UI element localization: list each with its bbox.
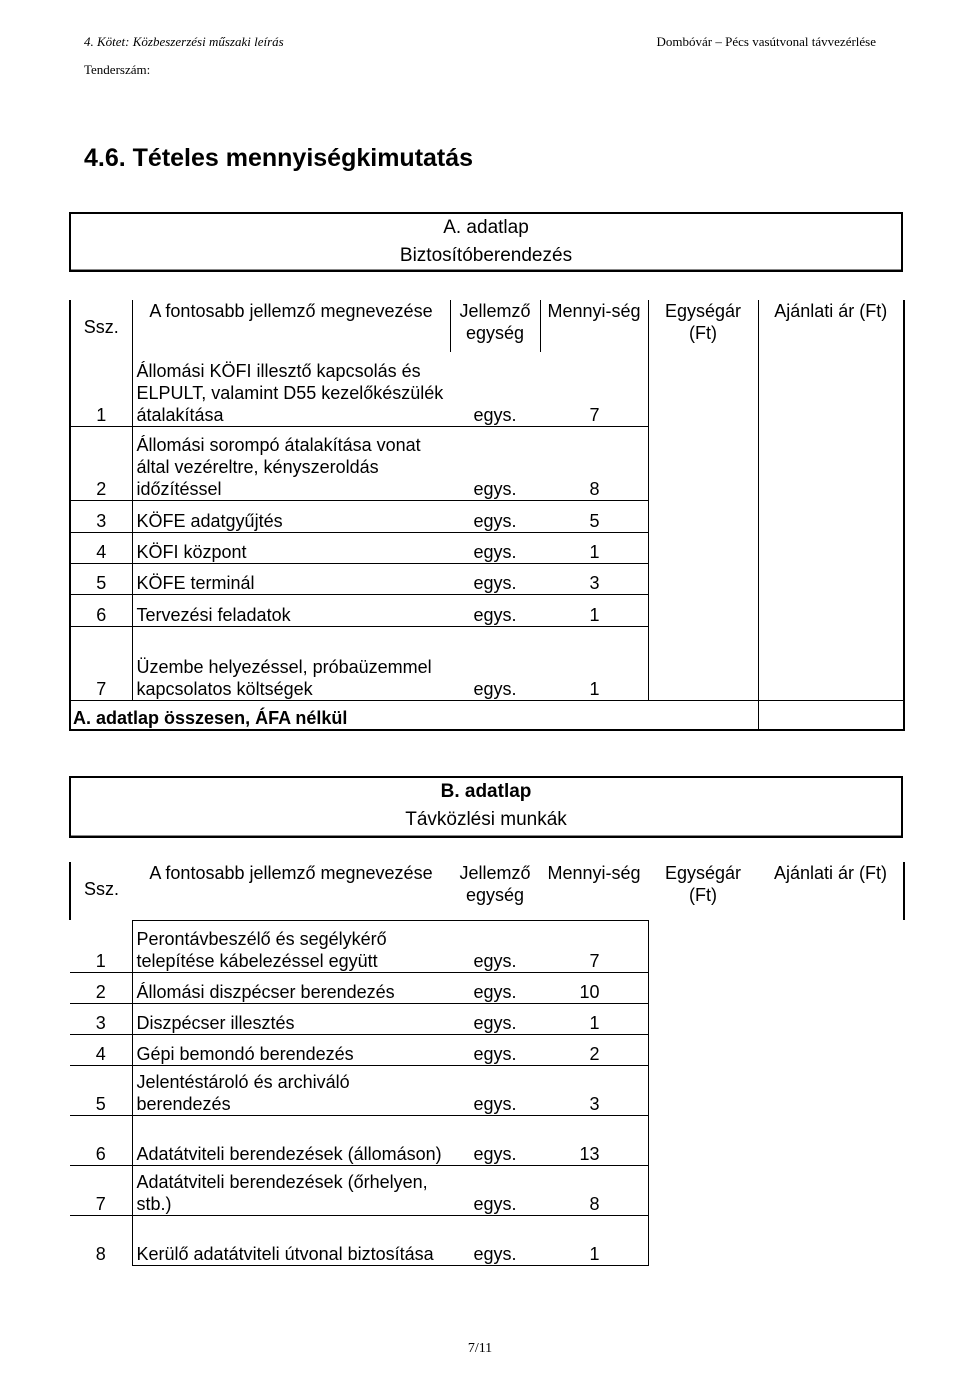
- row-offer-price: [758, 500, 904, 532]
- row-unit-price: [648, 1065, 758, 1115]
- table-row: [70, 626, 904, 700]
- row-desc: Állomási diszpécser berendezés: [132, 972, 450, 1003]
- col-header-qty: Mennyi-ség: [540, 300, 648, 352]
- row-unit-price: [648, 626, 758, 700]
- row-desc: Üzembe helyezéssel, próbaüzemmel kapcsolatos költségek: [132, 626, 450, 700]
- row-unit-price: [648, 426, 758, 500]
- row-desc: KÖFI központ: [132, 532, 450, 563]
- row-unit: egys.: [450, 1034, 540, 1065]
- row-offer-price: [758, 594, 904, 626]
- row-unit: egys.: [450, 1003, 540, 1034]
- row-desc: Perontávbeszélő és segélykérő telepítése kábelezéssel együtt: [132, 920, 450, 972]
- table-total-row: [70, 700, 904, 730]
- table-row: [70, 1034, 904, 1065]
- col-header-qty: Mennyi-ség: [547, 863, 641, 883]
- row-num: 7: [70, 1165, 132, 1215]
- row-desc: Állomási sorompó átalakítása vonat által vezéreltre, kényszeroldás időzítéssel: [132, 426, 450, 500]
- row-unit-price: [648, 1003, 758, 1034]
- row-offer-price: [758, 532, 904, 563]
- table-a: [69, 212, 903, 734]
- row-desc: Állomási KÖFI illesztő kapcsolás és ELPULT, valamint D55 kezelőkészülék átalakítása: [132, 352, 450, 426]
- row-unit: egys.: [450, 1215, 540, 1265]
- row-offer-price: [758, 972, 904, 1003]
- table-a-grid: [69, 300, 905, 731]
- page-number: 7/11: [467, 1341, 493, 1356]
- row-num: 5: [70, 1065, 132, 1115]
- row-offer-price: [758, 1215, 904, 1265]
- table-row: [70, 426, 904, 500]
- row-unit: egys.: [473, 404, 517, 425]
- row-unit: egys.: [450, 1115, 540, 1165]
- table-row: [70, 920, 904, 972]
- row-qty: 1: [540, 1215, 648, 1265]
- col-header-unit: Jellemző egység: [459, 863, 531, 905]
- table-a-title-line1: A. adatlap: [443, 217, 529, 238]
- row-offer-price: [758, 626, 904, 700]
- table-b-title: [69, 776, 903, 838]
- row-offer-price: [758, 920, 904, 972]
- table-row: [70, 1115, 904, 1165]
- row-unit: egys.: [450, 563, 540, 594]
- row-offer-price: [758, 1165, 904, 1215]
- table-row: [70, 1065, 904, 1115]
- col-header-unit-price: Egységár (Ft): [648, 300, 758, 352]
- total-offer-price: [758, 700, 904, 730]
- row-unit: egys.: [450, 1165, 540, 1215]
- row-desc: Tervezési feladatok: [132, 594, 450, 626]
- row-offer-price: [758, 426, 904, 500]
- row-unit: egys.: [450, 500, 540, 532]
- row-num: 6: [70, 594, 132, 626]
- row-unit-price: [648, 563, 758, 594]
- row-qty: 8: [540, 426, 648, 500]
- row-qty: 1: [540, 626, 648, 700]
- total-unit-price: [648, 700, 758, 730]
- row-num: 3: [70, 1003, 132, 1034]
- header-document-title: 4. Kötet: Közbeszerzési műszaki leírás: [84, 34, 284, 49]
- row-num: 5: [70, 563, 132, 594]
- row-unit-price: [648, 920, 758, 972]
- col-header-unit-price: Egységár (Ft): [664, 863, 742, 905]
- row-qty: 7: [540, 920, 648, 972]
- row-num: 1: [70, 352, 132, 426]
- row-num: 1: [95, 950, 106, 971]
- row-desc: Adatátviteli berendezések (állomáson): [132, 1115, 450, 1165]
- row-unit-price: [648, 972, 758, 1003]
- row-qty: 1: [540, 1003, 648, 1034]
- table-b-title-line2: Távközlési munkák: [405, 809, 567, 830]
- row-unit-price: [648, 1215, 758, 1265]
- table-row: [70, 532, 904, 563]
- row-desc: Gépi bemondó berendezés: [132, 1034, 450, 1065]
- row-unit: egys.: [450, 626, 540, 700]
- row-desc: Diszpécser illesztés: [132, 1003, 450, 1034]
- row-unit-price: [648, 1115, 758, 1165]
- row-num: 4: [70, 532, 132, 563]
- row-qty: 3: [540, 563, 648, 594]
- row-unit-price: [648, 532, 758, 563]
- row-desc: Adatátviteli berendezések (őrhelyen, stb.): [132, 1165, 450, 1215]
- table-row: [70, 594, 904, 626]
- row-qty: 1: [540, 532, 648, 563]
- section-title: 4.6. Tételes mennyiségkimutatás: [84, 144, 474, 172]
- row-num: 3: [70, 500, 132, 532]
- row-num: 6: [70, 1115, 132, 1165]
- row-num: 8: [70, 1215, 132, 1265]
- table-b-grid: [69, 862, 905, 1266]
- col-header-num: Ssz.: [70, 300, 132, 352]
- table-b: [69, 776, 903, 1264]
- row-qty: 7: [589, 404, 600, 425]
- row-desc: KÖFE terminál: [132, 563, 450, 594]
- row-offer-price: [758, 352, 904, 426]
- table-row: [70, 352, 904, 426]
- table-row: [70, 972, 904, 1003]
- row-offer-price: [758, 1003, 904, 1034]
- row-offer-price: [758, 1115, 904, 1165]
- row-unit-price: [648, 352, 758, 426]
- row-qty: 10: [540, 972, 648, 1003]
- row-qty: 3: [540, 1065, 648, 1115]
- row-qty: 2: [540, 1034, 648, 1065]
- row-unit: egys.: [450, 532, 540, 563]
- table-row: [70, 563, 904, 594]
- row-desc: KÖFE adatgyűjtés: [132, 500, 450, 532]
- row-offer-price: [758, 1034, 904, 1065]
- row-num: 2: [70, 972, 132, 1003]
- col-header-desc: A fontosabb jellemző megnevezése: [132, 300, 450, 352]
- table-a-title: [69, 212, 903, 272]
- row-unit: egys.: [450, 1065, 540, 1115]
- col-header-offer-price: Ajánlati ár (Ft): [758, 862, 904, 920]
- row-unit: egys.: [450, 594, 540, 626]
- row-qty: 13: [540, 1115, 648, 1165]
- header-project-title: Dombóvár – Pécs vasútvonal távvezérlése: [656, 34, 876, 49]
- total-label: A. adatlap összesen, ÁFA nélkül: [70, 700, 648, 730]
- table-row: [70, 1003, 904, 1034]
- header-tender-number: Tenderszám:: [84, 62, 151, 77]
- col-header-offer-price: Ajánlati ár (Ft): [758, 300, 904, 352]
- row-unit: egys.: [450, 920, 540, 972]
- row-num: 4: [70, 1034, 132, 1065]
- row-num: 2: [70, 426, 132, 500]
- row-qty: 5: [540, 500, 648, 532]
- row-unit-price: [648, 1034, 758, 1065]
- table-b-title-line1: B. adatlap: [440, 781, 532, 802]
- table-a-title-line2: Biztosítóberendezés: [399, 245, 573, 266]
- row-qty: 1: [540, 594, 648, 626]
- col-header-num: Ssz.: [70, 862, 132, 920]
- row-qty: 8: [540, 1165, 648, 1215]
- table-row: [70, 500, 904, 532]
- row-offer-price: [758, 1065, 904, 1115]
- row-unit: egys.: [450, 972, 540, 1003]
- row-num: 7: [70, 626, 132, 700]
- row-desc: Jelentéstároló és archiváló berendezés: [132, 1065, 450, 1115]
- row-desc: Kerülő adatátviteli útvonal biztosítása: [132, 1215, 450, 1265]
- col-header-unit: Jellemző egység: [450, 300, 540, 352]
- row-offer-price: [758, 563, 904, 594]
- row-unit-price: [648, 594, 758, 626]
- col-header-desc: A fontosabb jellemző megnevezése: [149, 863, 433, 883]
- row-unit: egys.: [450, 426, 540, 500]
- row-unit-price: [648, 500, 758, 532]
- table-row: [70, 1165, 904, 1215]
- row-unit-price: [648, 1165, 758, 1215]
- table-row: [70, 1215, 904, 1265]
